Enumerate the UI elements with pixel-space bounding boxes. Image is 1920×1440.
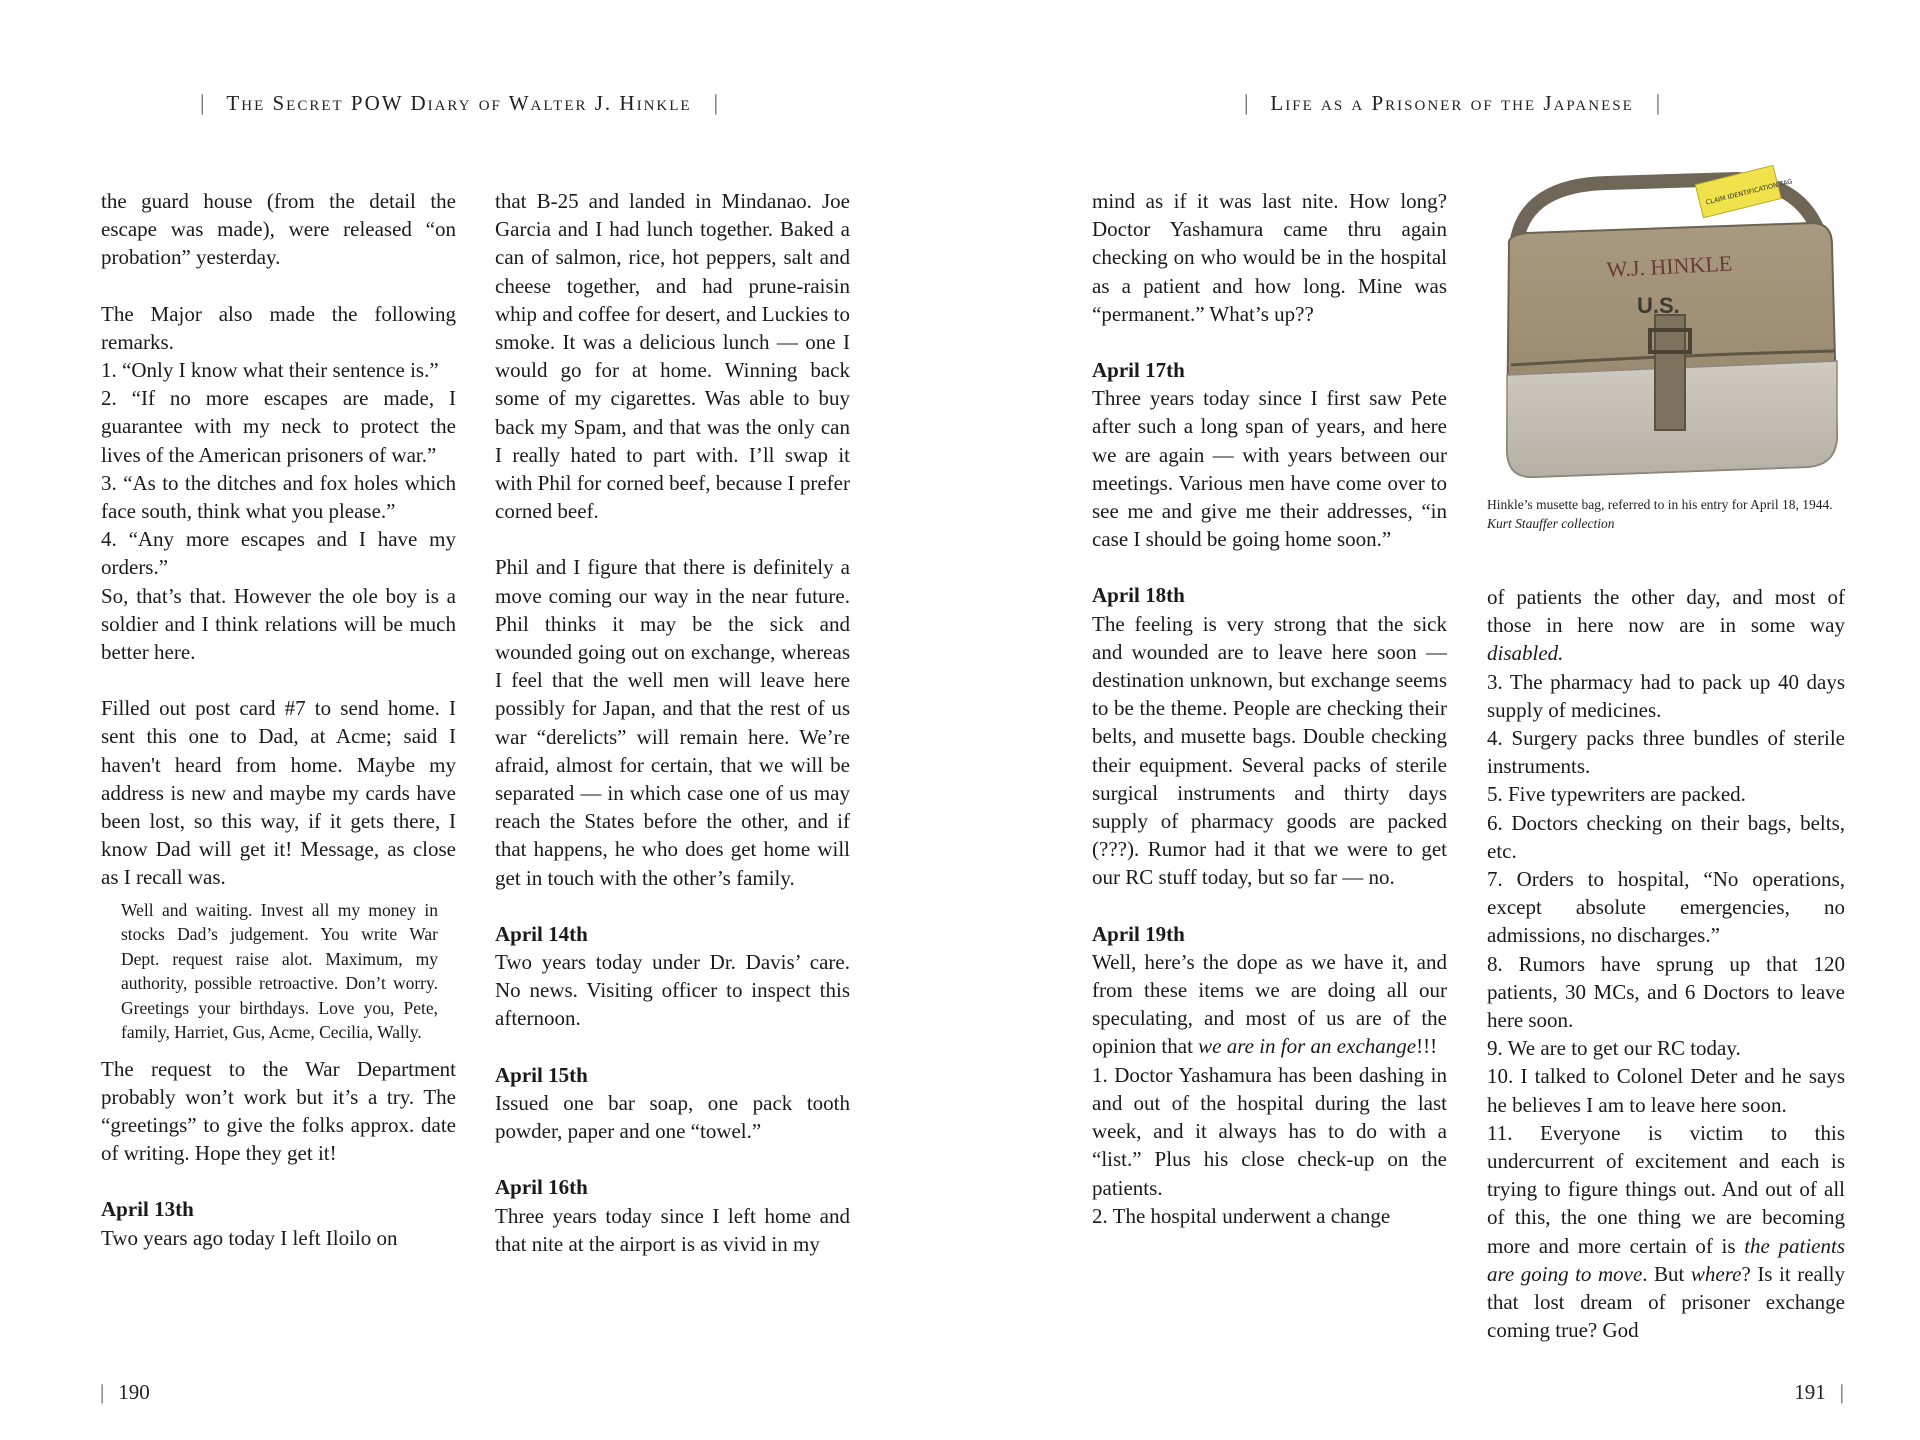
paragraph: Filled out post card #7 to send home. I sent this one to Dad, at Acme; said I haven't heard from home. Maybe my address is new and maybe my cards have been lost, so this way, if it gets there, I know Dad will get it! Message, as close as I recall was.: [101, 696, 456, 890]
running-head-title: The Secret POW Diary of Walter J. Hinkle: [226, 90, 692, 115]
running-head-left: | The Secret POW Diary of Walter J. Hinkle |: [200, 90, 718, 115]
list-item: 7. Orders to hospital, “No operations, except absolute emergencies, no admissions, no discharges.”: [1487, 867, 1845, 948]
entry-heading: April 17th: [1092, 358, 1185, 383]
entry-heading: April 19th: [1092, 921, 1185, 946]
paragraph: the guard house (from the detail the escape was made), were released “on probation” yesterday.: [101, 189, 456, 270]
entry-heading: April 14th: [495, 921, 588, 946]
bag-text-name: W.J. HINKLE: [1605, 250, 1733, 282]
paragraph: The feeling is very strong that the sick and wounded are to leave here soon — destination unknown, but exchange seems to be the theme. People are checking their belts, and musette bags. Double checking their equipment. Several packs of sterile surgical instruments and thirty days supply of pharmacy goods are packed (???). Rumor had it that we were to get our RC stuff today, but so far — no.: [1092, 611, 1447, 890]
musette-bag-photo: [1487, 165, 1847, 495]
list-item: 9. We are to get our RC today.: [1487, 1036, 1741, 1061]
block-quote: Well and waiting. Invest all my money in stocks Dad’s judgement. You write War Dept. request raise alot. Maximum, my authority, possible retroactive. Don’t worry. Greetings your birthdays. Love you, Pete, family, Harriet, Gus, Acme, Cecilia, Wally.: [121, 899, 438, 1043]
text-column-4: [1487, 583, 1845, 1344]
paragraph: Three years today since I first saw Pete after such a long span of years, and here we are again — with years between our meetings. Various men have come over to see me and give me their addresses, “in case I should be going home soon.”: [1092, 386, 1447, 552]
page-number: 190: [118, 1380, 150, 1404]
right-page: [960, 0, 1920, 1440]
paragraph: The request to the War Department probably won’t work but it’s a try. The “greetings” to give the folks approx. date of writing. Hope they get it!: [101, 1056, 456, 1166]
page-number-right: 191 |: [1794, 1380, 1844, 1404]
list-item: 1. Doctor Yashamura has been dashing in and out of the hospital during the last week, and it always has to do with a “list.” Plus his close check-up on the patients.: [1092, 1062, 1447, 1200]
text-column-3: [1092, 187, 1447, 1230]
list-item: 10. I talked to Colonel Deter and he says he believes I am to leave here soon.: [1487, 1064, 1845, 1117]
entry-heading: April 16th: [495, 1175, 588, 1200]
text-column-1: [101, 187, 456, 1252]
paragraph: Three years today since I left home and that nite at the airport is as vivid in my: [495, 1203, 850, 1256]
list-item: 1. “Only I know what their sentence is.”: [101, 358, 439, 383]
list-item: 3. “As to the ditches and fox holes which face south, think what you please.”: [101, 470, 456, 524]
paragraph: The Major also made the following remarks.: [101, 301, 456, 354]
figure-caption: Hinkle’s musette bag, referred to in his entry for April 18, 1944. Kurt Stauffer collection: [1487, 497, 1833, 531]
page-number: 191: [1794, 1380, 1826, 1404]
text-column-2: [495, 187, 850, 1258]
paragraph: of patients the other day, and most of those in here now are in some way disabled.: [1487, 585, 1845, 666]
running-head-title: Life as a Prisoner of the Japanese: [1270, 90, 1634, 115]
list-item: 8. Rumors have sprung up that 120 patients, 30 MCs, and 6 Doctors to leave here soon.: [1487, 951, 1845, 1033]
photo-credit: Kurt Stauffer collection: [1487, 516, 1615, 531]
paragraph: Well, here’s the dope as we have it, and from these items we are doing all our speculating, and most of us are of the opinion that we are in for an exchange!!!: [1092, 949, 1447, 1059]
entry-heading: April 13th: [101, 1197, 194, 1222]
entry-heading: April 18th: [1092, 583, 1185, 608]
bag-text-us: U.S.: [1637, 293, 1680, 318]
paragraph: Two years today under Dr. Davis’ care. No news. Visiting officer to inspect this afternoon.: [495, 950, 850, 1031]
paragraph: that B-25 and landed in Mindanao. Joe Garcia and I had lunch together. Baked a can of salmon, rice, hot peppers, salt and cheese together, and had prune-raisin whip and coffee for desert, and Luckies to smoke. It was a delicious lunch — one I would go for at home. Winning back some of my cigarettes. Was able to buy back my Spam, and that was the only can I really hated to part with. I’ll swap it with Phil for corned beef, because I prefer corned beef.: [495, 189, 850, 524]
paragraph: So, that’s that. However the ole boy is a soldier and I think relations will be much better here.: [101, 583, 456, 665]
paragraph: mind as if it was last nite. How long? Doctor Yashamura came thru again checking on who would be in the hospital as a patient and how long. Mine was “permanent.” What’s up??: [1092, 189, 1447, 326]
list-item: 4. Surgery packs three bundles of sterile instruments.: [1487, 726, 1845, 779]
entry-heading: April 15th: [495, 1062, 588, 1087]
running-head-right: | Life as a Prisoner of the Japanese |: [1244, 90, 1661, 115]
tag-text: CLAIM IDENTIFICATION TAG: [1704, 177, 1794, 207]
list-item: 4. “Any more escapes and I have my orders.”: [101, 527, 456, 580]
figure: [1487, 165, 1847, 533]
paragraph: Phil and I figure that there is definitely a move coming our way in the near future. Phil thinks it may be the sick and wounded going out on exchange, whereas I feel that the well men will leave here possibly for Japan, and that the rest of us war “derelicts” will remain here. We’re afraid, almost for certain, that we will be separated — in which case one of us may reach the States before the other, and if that happens, he who does get home will get in touch with the other’s family.: [495, 555, 850, 890]
list-item: 2. “If no more escapes are made, I guarantee with my neck to protect the lives of the American prisoners of war.”: [101, 386, 456, 467]
list-item: 2. The hospital underwent a change: [1092, 1203, 1391, 1228]
list-item: 5. Five typewriters are packed.: [1487, 782, 1746, 807]
list-item: 3. The pharmacy had to pack up 40 days supply of medicines.: [1487, 669, 1845, 722]
paragraph: Two years ago today I left Iloilo on: [101, 1225, 398, 1250]
list-item: 6. Doctors checking on their bags, belts, etc.: [1487, 810, 1845, 863]
paragraph: Issued one bar soap, one pack tooth powder, paper and one “towel.”: [495, 1090, 850, 1144]
list-item: 11. Everyone is victim to this undercurrent of excitement and each is trying to figure things out. And out of all of this, the one thing we are becoming more and more certain of is the patients are going to move. But where? Is it really that lost dream of prisoner exchange coming true? God: [1487, 1120, 1845, 1343]
page-number-left: | 190: [100, 1380, 150, 1404]
